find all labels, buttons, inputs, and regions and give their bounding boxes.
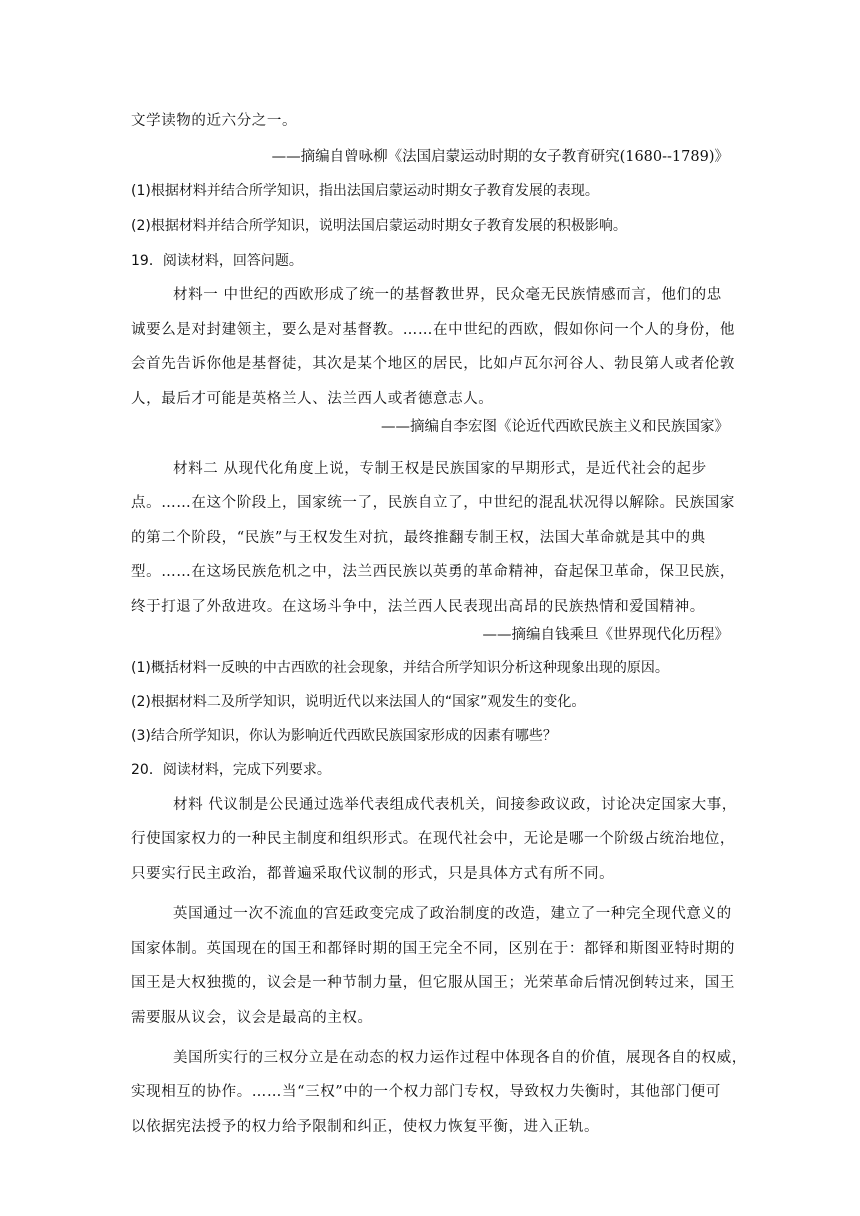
material-text-line: 行使国家权力的一种民主制度和组织形式。在现代社会中，无论是哪一个阶级占统治地位， xyxy=(131,831,735,847)
material-source: ——摘编自李宏图《论近代西欧民族主义和民族国家》 xyxy=(381,419,729,435)
material-text-line: 会首先告诉你他是基督徒，其次是某个地区的居民，比如卢瓦尔河谷人、勃艮第人或者伦敦 xyxy=(131,356,735,372)
material-text-line: 点。……在这个阶段上，国家统一了，民族自立了，中世纪的混乱状况得以解除。民族国家 xyxy=(131,495,735,511)
material-text-line: 材料 代议制是公民通过选举代表组成代表机关，间接参政议政，讨论决定国家大事， xyxy=(173,797,737,813)
question-title: 20．阅读材料，完成下列要求。 xyxy=(131,762,331,778)
material-text-line: 终于打退了外敌进攻。在这场斗争中，法兰西人民表现出高昂的民族热情和爱国精神。 xyxy=(131,599,705,615)
material-text-line: 英国通过一次不流血的宫廷政变完成了政治制度的改造，建立了一种完全现代意义的 xyxy=(173,906,732,922)
question-item: (3)结合所学知识，你认为影响近代西欧民族国家形成的因素有哪些？ xyxy=(131,728,557,744)
material-text-line: 国家体制。英国现在的国王和都铎时期的国王完全不同，区别在于：都铎和斯图亚特时期的 xyxy=(131,941,735,957)
question-item: (2)根据材料并结合所学知识，说明法国启蒙运动时期女子教育发展的积极影响。 xyxy=(131,218,627,234)
material-text-line: 国王是大权独揽的，议会是一种节制力量，但它服从国王；光荣革命后情况倒转过来，国王 xyxy=(131,975,735,991)
question-item: (1)根据材料并结合所学知识，指出法国启蒙运动时期女子教育发展的表现。 xyxy=(131,183,599,199)
material-text-line: 以依据宪法授予的权力给予限制和纠正，使权力恢复平衡，进入正轨。 xyxy=(131,1119,600,1135)
material-text-line: 需要服从议会，议会是最高的主权。 xyxy=(131,1010,373,1026)
material-text-line: 美国所实行的三权分立是在动态的权力运作过程中体现各自的价值，展现各自的权威， xyxy=(173,1050,747,1066)
question-item: (2)根据材料二及所学知识，说明近代以来法国人的“国家”观发生的变化。 xyxy=(131,694,586,710)
material-text-line: 的第二个阶段，“民族”与王权发生对抗，最终推翻专制王权，法国大革命就是其中的典 xyxy=(131,530,706,546)
material-text-line: 人，最后才可能是英格兰人、法兰西人或者德意志人。 xyxy=(131,391,494,407)
material-text-line: 诚要么是对封建领主，要么是对基督教。……在中世纪的西欧，假如你问一个人的身份，他 xyxy=(131,322,735,338)
material-text-line: 实现相互的协作。……当“三权”中的一个权力部门专权，导致权力失衡时，其他部门便可 xyxy=(131,1084,721,1100)
material-text-line: 型。……在这场民族危机之中，法兰西民族以英勇的革命精神，奋起保卫革命，保卫民族， xyxy=(131,564,735,580)
question-title: 19．阅读材料，回答问题。 xyxy=(131,253,303,269)
question-item: (1)概括材料一反映的中古西欧的社会现象，并结合所学知识分析这种现象出现的原因。 xyxy=(131,660,669,676)
material-text-line: 只要实行民主政治，都普遍采取代议制的形式，只是具体方式有所不同。 xyxy=(131,866,615,882)
material-source: ——摘编自曾咏柳《法国启蒙运动时期的女子教育研究(1680--1789)》 xyxy=(271,149,729,165)
material-text-line: 材料一 中世纪的西欧形成了统一的基督教世界，民众毫无民族情感而言，他们的忠 xyxy=(173,287,722,303)
material-source: ——摘编自钱乘旦《世界现代化历程》 xyxy=(482,627,729,643)
material-text-line: 材料二 从现代化角度上说，专制王权是民族国家的早期形式，是近代社会的起步 xyxy=(173,461,707,477)
material-text-line: 文学读物的近六分之一。 xyxy=(131,113,298,129)
